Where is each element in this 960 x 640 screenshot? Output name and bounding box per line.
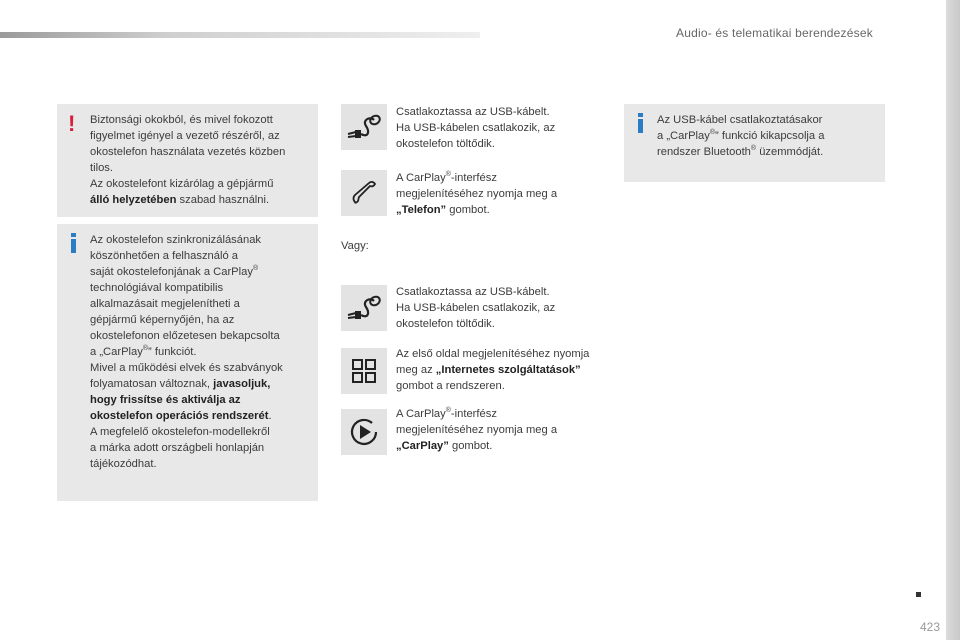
step-phone: A CarPlay®-interfész megjelenítéséhez nyomja meg a „Telefon” gombot. (396, 171, 558, 216)
page-edge-strip (946, 0, 960, 640)
header-bar (0, 32, 480, 38)
info-box-bluetooth (624, 104, 885, 182)
step-usb-connect-1: Csatlakoztassa az USB-kábelt. Ha USB-kábelen csatlakozik, az okostelefon töltődik. (396, 106, 556, 150)
info-icon (71, 233, 76, 253)
phone-button-box (341, 170, 387, 216)
or-label: Vagy: (341, 240, 369, 252)
info-box-carplay (57, 224, 318, 501)
info-icon (638, 113, 643, 133)
info-text: Az okostelefon szinkronizálásának köszönhetően a felhasználó a saját okostelefonjának a CarPlay® technológiával kompatibilis alkalmazásait megjelenítheti a gépjármű képernyőjén, ha az okostelefonon előzetesen bekapcsolta a „CarPlay®” funkciót. Mivel a működési elvek és szabványok folyamatosan változnak, javasoljuk, hogy frissítse és aktiválja az okostelefon operációs rendszerét. A megfelelő okostelefon-modellekről a márka adott országbeli honlapján tájékozódhat. (90, 234, 283, 470)
usb-cable-icon-box (341, 104, 387, 150)
step-usb-connect-2: Csatlakoztassa az USB-kábelt. Ha USB-kábelen csatlakozik, az okostelefon töltődik. (396, 286, 556, 330)
step-carplay: A CarPlay®-interfész megjelenítéséhez nyomja meg a „CarPlay” gombot. (396, 407, 558, 452)
warning-box (57, 104, 318, 217)
carplay-play-icon (347, 415, 381, 449)
step-internet-services: Az első oldal megjelenítéséhez nyomja meg az „Internetes szolgáltatások” gombot a rendszeren. (396, 348, 590, 392)
page-section-title: Audio- és telematikai berendezések (676, 26, 873, 40)
internet-services-button-box (341, 348, 387, 394)
phone-handset-icon (349, 178, 379, 208)
page-number: 423 (919, 620, 940, 634)
usb-cable-icon-box-2 (341, 285, 387, 331)
usb-cable-icon (344, 293, 384, 323)
page-marker (916, 592, 921, 597)
carplay-button-box (341, 409, 387, 455)
warning-icon: ! (68, 111, 76, 136)
warning-text: Biztonsági okokból, és mivel fokozott figyelmet igényel a vezető részéről, az okostelefon használata vezetés közben tilos. Az okostelefont kizárólag a gépjármű álló helyzetében szabad használni. (90, 114, 286, 206)
grid-apps-icon (350, 357, 378, 385)
info-text-bluetooth: Az USB-kábel csatlakoztatásakor a „CarPlay®” funkció kikapcsolja a rendszer Bluetooth® üzemmódját. (657, 114, 825, 158)
usb-cable-icon (344, 112, 384, 142)
